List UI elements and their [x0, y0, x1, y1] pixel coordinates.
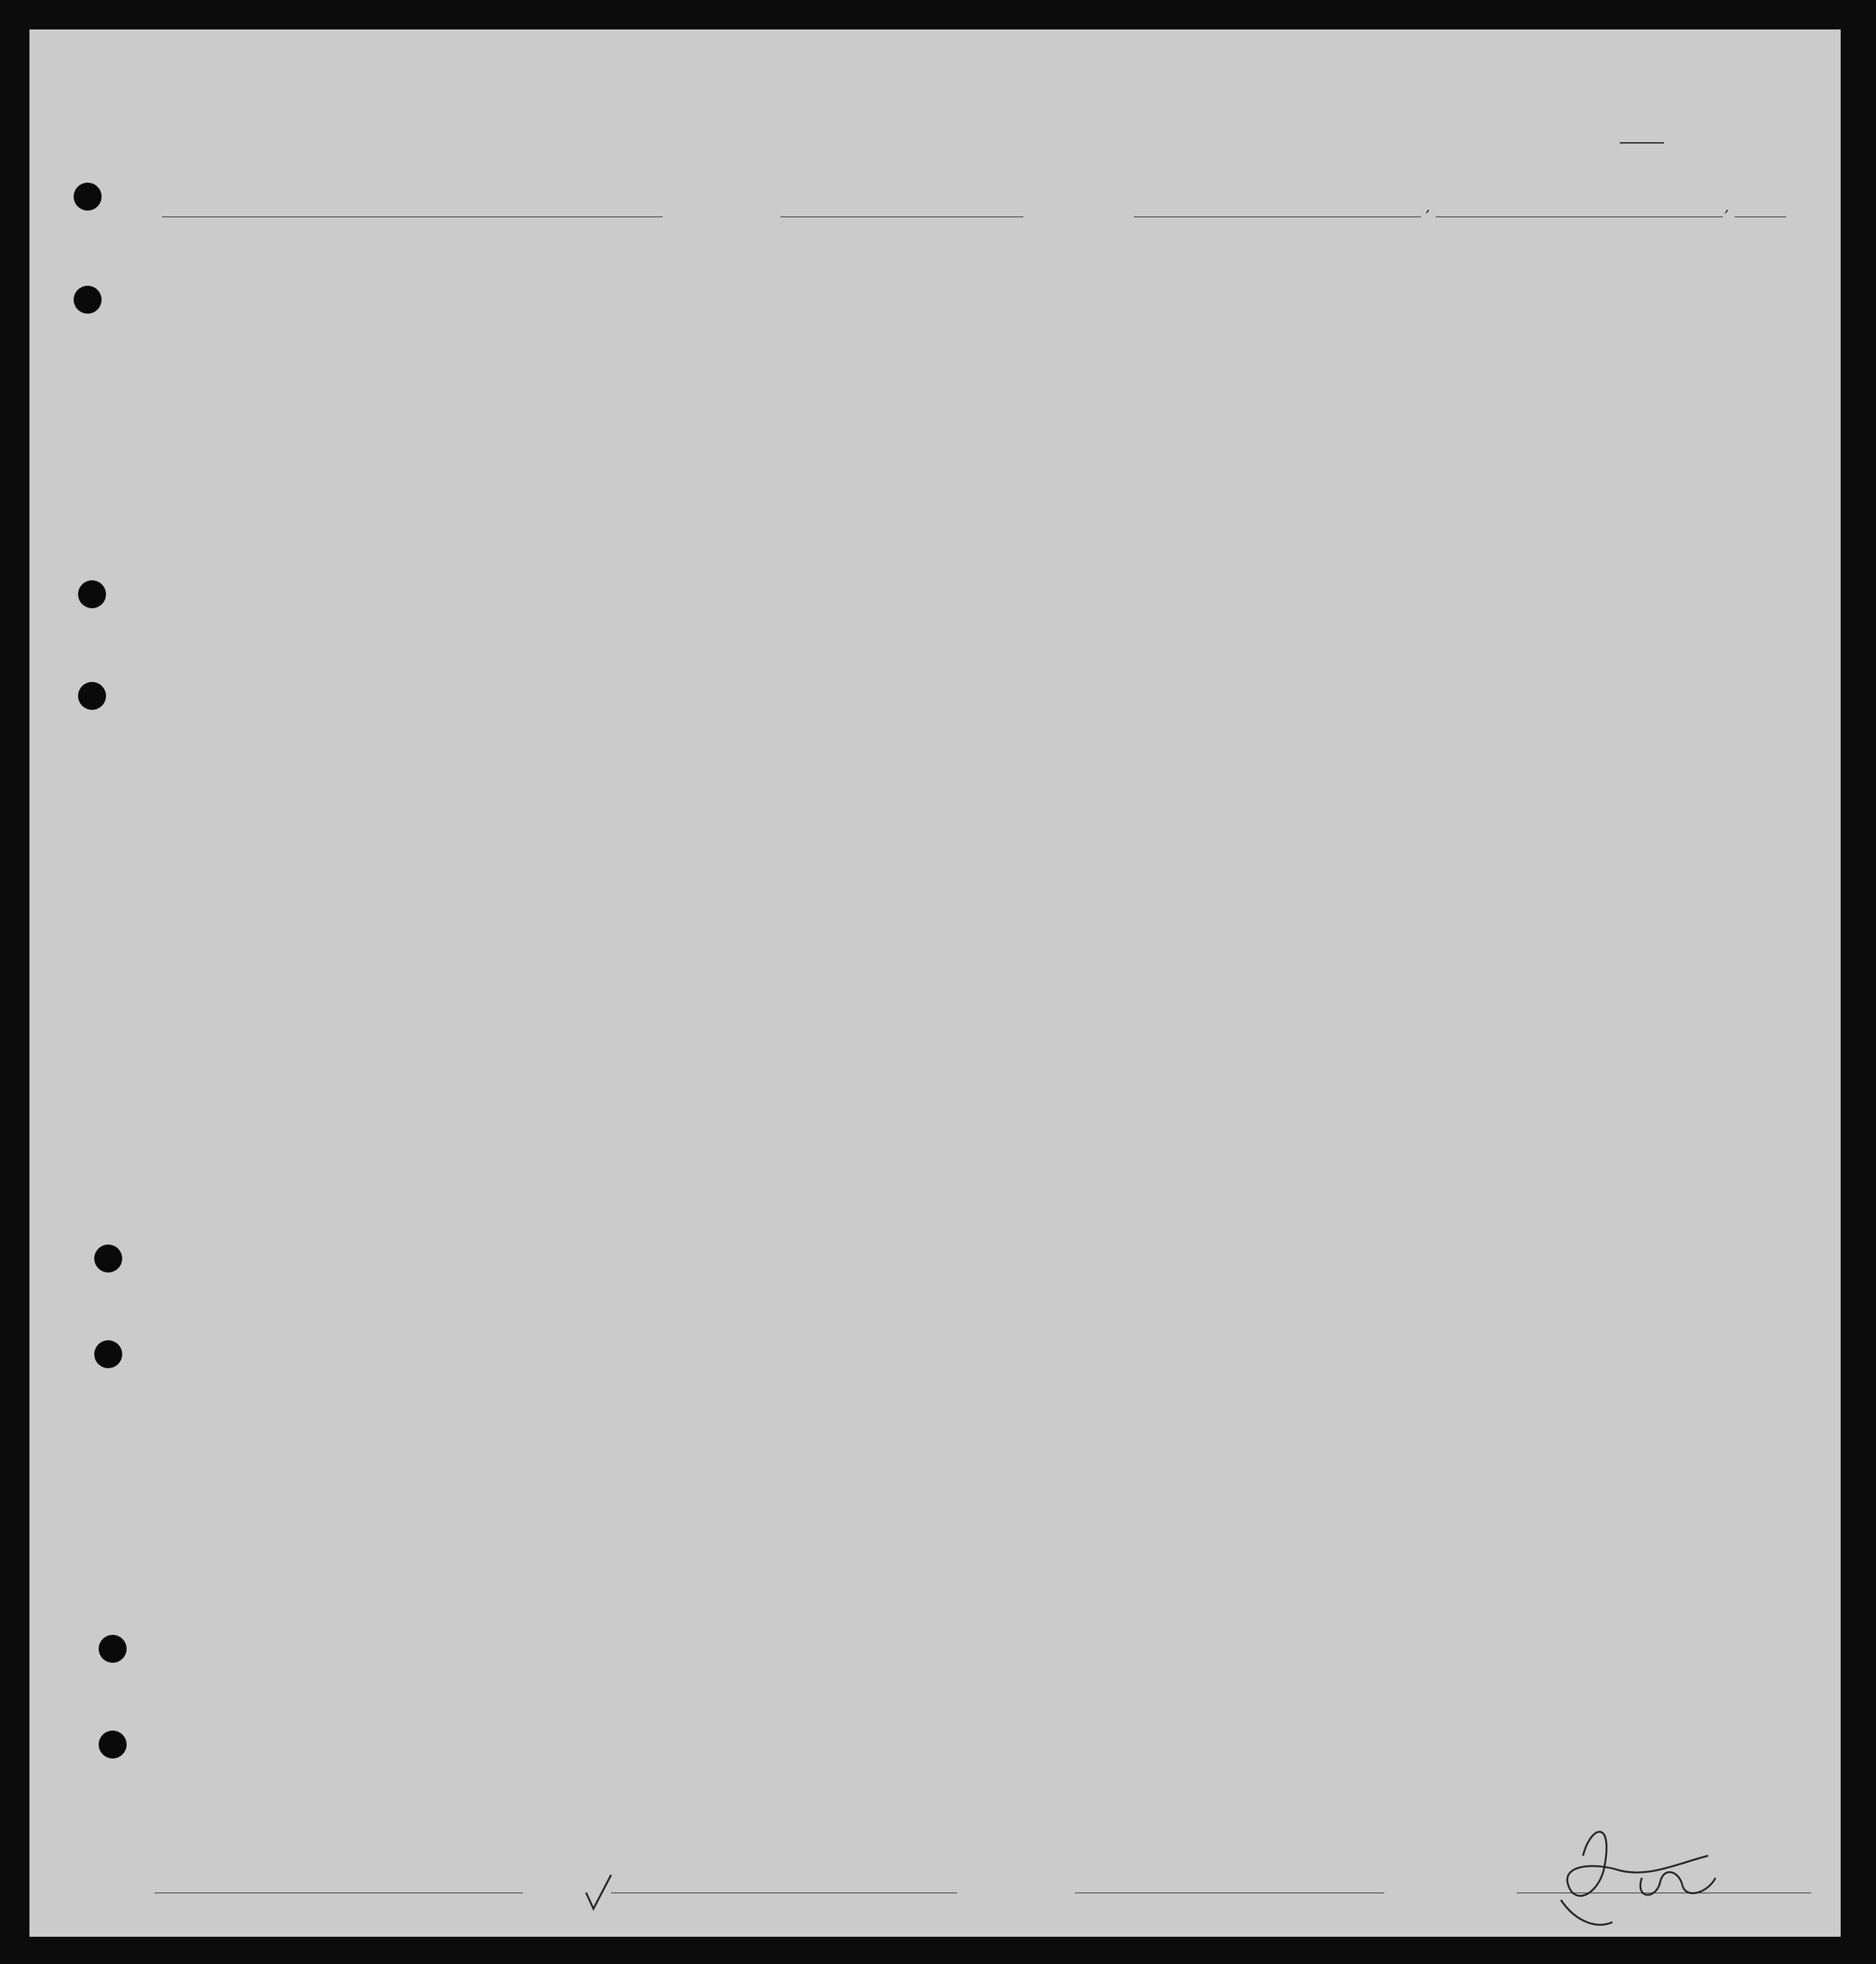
punch-hole — [78, 580, 106, 608]
punch-hole — [74, 286, 102, 314]
punch-hole — [99, 1731, 127, 1759]
voyage-line: , , — [110, 197, 1789, 219]
officer-signature — [1531, 1812, 1738, 1944]
punch-hole — [74, 183, 102, 211]
table-grid — [29, 29, 1841, 1848]
punch-hole — [94, 1245, 122, 1273]
punch-hole — [99, 1635, 127, 1663]
owners-check-mark — [582, 1870, 626, 1915]
manifest-sheet — [29, 29, 1841, 1937]
punch-hole — [78, 682, 106, 710]
punch-hole — [94, 1340, 122, 1368]
